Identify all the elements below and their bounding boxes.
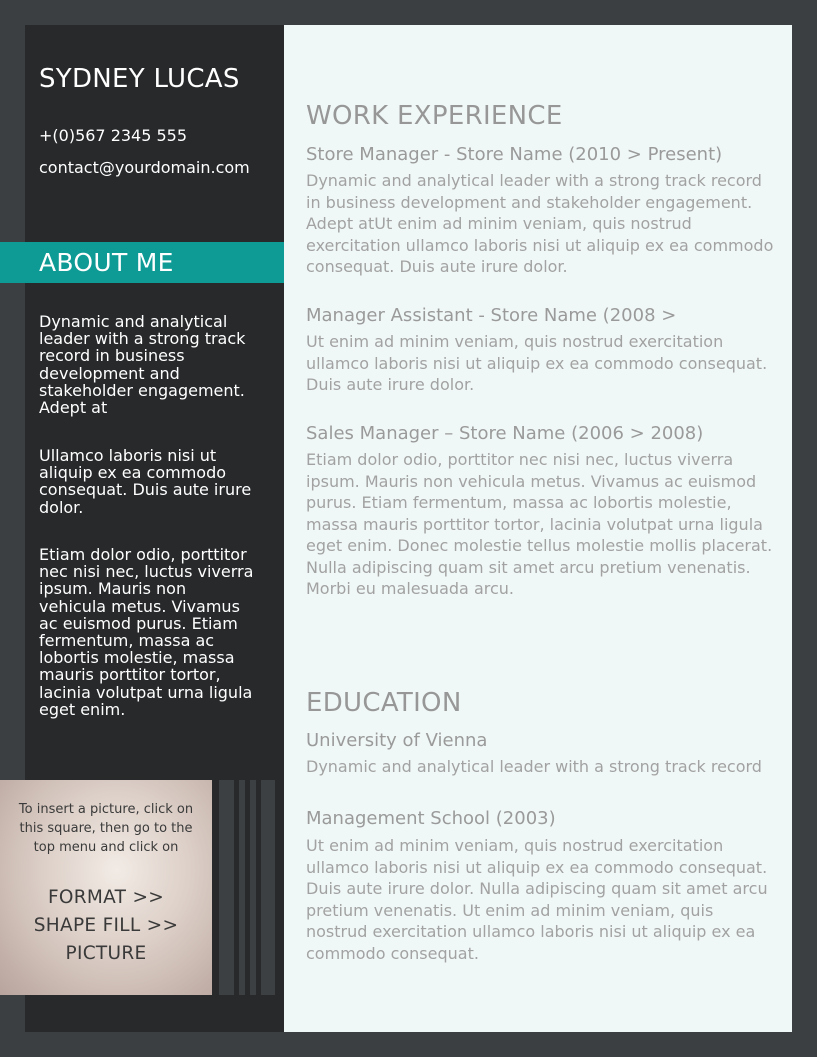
about-paragraph: Ullamco laboris nisi ut aliquip ex ea commodo consequat. Duis aute irure dolor. bbox=[39, 446, 252, 517]
job-description: Etiam dolor odio, porttitor nec nisi nec, luctus viverra ipsum. Mauris non vehicula metus. Vivamus ac euismod purus. Etiam fermentum, massa ac lobortis molestie, massa mauris porttitor tortor, lacinia volutpat urna ligula eget enim. Donec molestie tellus molestie mollis placerat. Nulla adipiscing quam sit amet arcu pretium venenatis. Morbi eu malesuada arcu. bbox=[306, 450, 773, 598]
about-paragraph: Dynamic and analytical leader with a strong track record in business development and stakeholder engagement. Adept at bbox=[39, 312, 246, 418]
step-picture: PICTURE bbox=[65, 943, 147, 964]
candidate-name: SYDNEY LUCAS bbox=[39, 64, 240, 94]
picture-instruction: To insert a picture, click on this square, then go to the top menu and click on bbox=[18, 802, 194, 855]
about-me-heading: ABOUT ME bbox=[39, 248, 174, 277]
phone-number: +(0)567 2345 555 bbox=[39, 126, 188, 145]
job-title: Sales Manager – Store Name (2006 > 2008) bbox=[306, 423, 704, 444]
picture-steps bbox=[10, 884, 202, 968]
about-paragraph: Etiam dolor odio, porttitor nec nisi nec, luctus viverra ipsum. Mauris non vehicula metus. Vivamus ac euismod purus. Etiam fermentum, massa ac lobortis molestie, massa mauris porttitor tortor, lacinia volutpat urna ligula eget enim. bbox=[39, 545, 254, 719]
school-description: Dynamic and analytical leader with a strong track record bbox=[306, 757, 762, 776]
school-title: University of Vienna bbox=[306, 730, 488, 751]
work-experience-heading: WORK EXPERIENCE bbox=[306, 101, 563, 131]
decorative-stripe bbox=[250, 780, 256, 995]
job-description: Ut enim ad minim veniam, quis nostrud exercitation ullamco laboris nisi ut aliquip ex ea commodo consequat. Duis aute irure dolor. bbox=[306, 332, 768, 394]
step-format: FORMAT >> bbox=[47, 887, 165, 908]
decorative-stripe bbox=[239, 780, 245, 995]
step-shape-fill: SHAPE FILL >> bbox=[33, 915, 179, 936]
job-title: Store Manager - Store Name (2010 > Present) bbox=[306, 144, 723, 165]
picture-placeholder[interactable] bbox=[0, 780, 212, 995]
school-title: Management School (2003) bbox=[306, 808, 556, 829]
email-address: contact@yourdomain.com bbox=[39, 158, 250, 177]
job-title: Manager Assistant - Store Name (2008 > bbox=[306, 305, 677, 326]
education-heading: EDUCATION bbox=[306, 688, 462, 718]
job-description: Dynamic and analytical leader with a strong track record in business development and stakeholder engagement. Adept atUt enim ad minim veniam, quis nostrud exercitation ullamco laboris nisi ut aliquip ex ea commodo consequat. Duis aute irure dolor. bbox=[306, 171, 774, 276]
school-description: Ut enim ad minim veniam, quis nostrud exercitation ullamco laboris nisi ut aliquip ex ea commodo consequat. Duis aute irure dolor. Nulla adipiscing quam sit amet arcu pretium venenatis. Ut enim ad minim veniam, quis nostrud exercitation ullamco laboris nisi ut aliquip ex ea commodo consequat. bbox=[306, 836, 768, 963]
decorative-stripe bbox=[261, 780, 275, 995]
decorative-stripe bbox=[219, 780, 234, 995]
